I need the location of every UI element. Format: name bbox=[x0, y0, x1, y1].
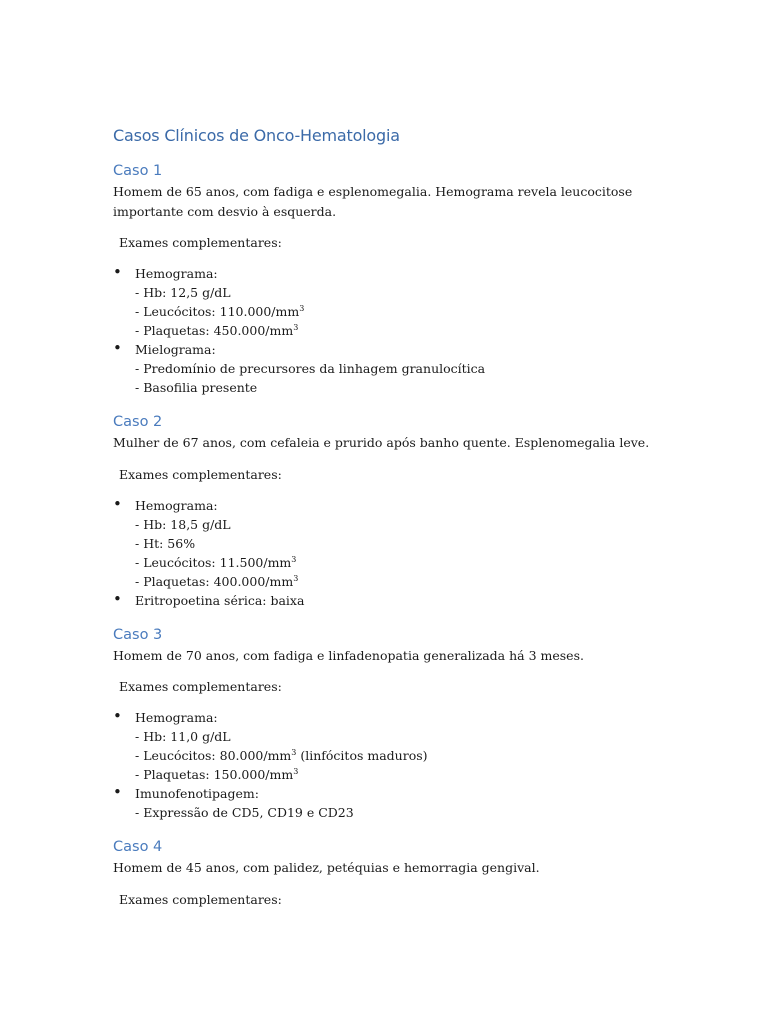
exam-name: • Hemograma: bbox=[135, 497, 218, 513]
exam-detail-unit-exponent: 3 bbox=[299, 303, 305, 313]
case-heading: Caso 1 bbox=[113, 163, 163, 179]
exam-name: • Eritropoetina sérica: baixa bbox=[135, 592, 305, 608]
exam-detail-unit-exponent: 3 bbox=[293, 573, 299, 583]
exam-detail bbox=[135, 283, 673, 302]
exam-name: • Imunofenotipagem: bbox=[135, 786, 259, 801]
exam-detail bbox=[135, 515, 673, 534]
case-section bbox=[113, 160, 673, 397]
exam-detail-text: - Leucócitos: 11.500/mm bbox=[135, 554, 292, 570]
exam-detail-unit-exponent: 3 bbox=[291, 747, 297, 757]
case-heading: Caso 4 bbox=[113, 839, 163, 855]
exam-detail bbox=[135, 803, 673, 822]
exam-detail bbox=[135, 302, 673, 321]
exam-detail bbox=[135, 727, 673, 746]
exam-detail bbox=[135, 553, 673, 572]
exam-detail bbox=[135, 378, 673, 397]
exams-label: Exames complementares: bbox=[119, 891, 282, 907]
exam-detail-unit-exponent: 3 bbox=[291, 554, 297, 564]
exam-detail-text: - Predomínio de precursores da linhagem granulocítica bbox=[135, 361, 486, 376]
exam-item bbox=[113, 340, 673, 397]
exam-item bbox=[113, 264, 673, 340]
exam-detail bbox=[135, 359, 673, 378]
exam-list bbox=[113, 264, 673, 397]
exam-list bbox=[113, 708, 673, 822]
exam-detail-suffix: (linfócitos maduros) bbox=[296, 748, 428, 763]
exam-list bbox=[113, 496, 673, 610]
exam-detail-text: - Hb: 18,5 g/dL bbox=[135, 516, 231, 532]
case-section bbox=[113, 836, 673, 909]
exam-detail-text: - Plaquetas: 150.000/mm bbox=[135, 767, 294, 782]
exam-name: • Hemograma: bbox=[135, 266, 218, 281]
exam-detail-unit-exponent: 3 bbox=[293, 322, 299, 332]
case-section bbox=[113, 411, 673, 610]
exam-name: • Mielograma: bbox=[135, 342, 216, 357]
exam-detail bbox=[135, 321, 673, 340]
exam-detail bbox=[135, 765, 673, 784]
exam-item bbox=[113, 708, 673, 784]
exam-detail-text: - Plaquetas: 400.000/mm bbox=[135, 573, 294, 589]
document-title: Casos Clínicos de Onco-Hematologia bbox=[113, 126, 400, 145]
case-description: Homem de 45 anos, com palidez, petéquias e hemorragia gengival. bbox=[113, 860, 540, 875]
case-description: Homem de 70 anos, com fadiga e linfadenopatia generalizada há 3 meses. bbox=[113, 647, 584, 663]
case-section bbox=[113, 624, 673, 823]
case-description: Mulher de 67 anos, com cefaleia e prurido após banho quente. Esplenomegalia leve. bbox=[113, 435, 650, 450]
cases-container bbox=[113, 160, 673, 909]
case-heading: Caso 2 bbox=[113, 414, 163, 430]
exams-label: Exames complementares: bbox=[119, 466, 282, 482]
document-page bbox=[113, 124, 673, 921]
exam-item bbox=[113, 496, 673, 591]
exams-label: Exames complementares: bbox=[119, 235, 282, 250]
exam-item bbox=[113, 784, 673, 822]
exam-item bbox=[113, 591, 673, 610]
exam-detail bbox=[135, 534, 673, 553]
exam-detail-text: - Leucócitos: 110.000/mm bbox=[135, 304, 300, 319]
exam-detail-text: - Ht: 56% bbox=[135, 535, 196, 551]
exam-name: • Hemograma: bbox=[135, 710, 218, 725]
exam-detail-text: - Hb: 12,5 g/dL bbox=[135, 285, 231, 300]
exam-detail-text: - Basofilia presente bbox=[135, 380, 258, 395]
case-description: Homem de 65 anos, com fadiga e esplenomegalia. Hemograma revela leucocitose importante com desvio à esquerda. bbox=[113, 184, 633, 219]
exam-detail-text: - Plaquetas: 450.000/mm bbox=[135, 323, 294, 338]
exam-detail-text: - Hb: 11,0 g/dL bbox=[135, 729, 231, 744]
exams-label: Exames complementares: bbox=[119, 679, 282, 694]
exam-detail-unit-exponent: 3 bbox=[293, 766, 299, 776]
exam-detail-text: - Leucócitos: 80.000/mm bbox=[135, 748, 292, 763]
exam-detail-text: - Expressão de CD5, CD19 e CD23 bbox=[135, 805, 354, 820]
exam-detail bbox=[135, 746, 673, 765]
case-heading: Caso 3 bbox=[113, 626, 163, 643]
exam-detail bbox=[135, 572, 673, 591]
